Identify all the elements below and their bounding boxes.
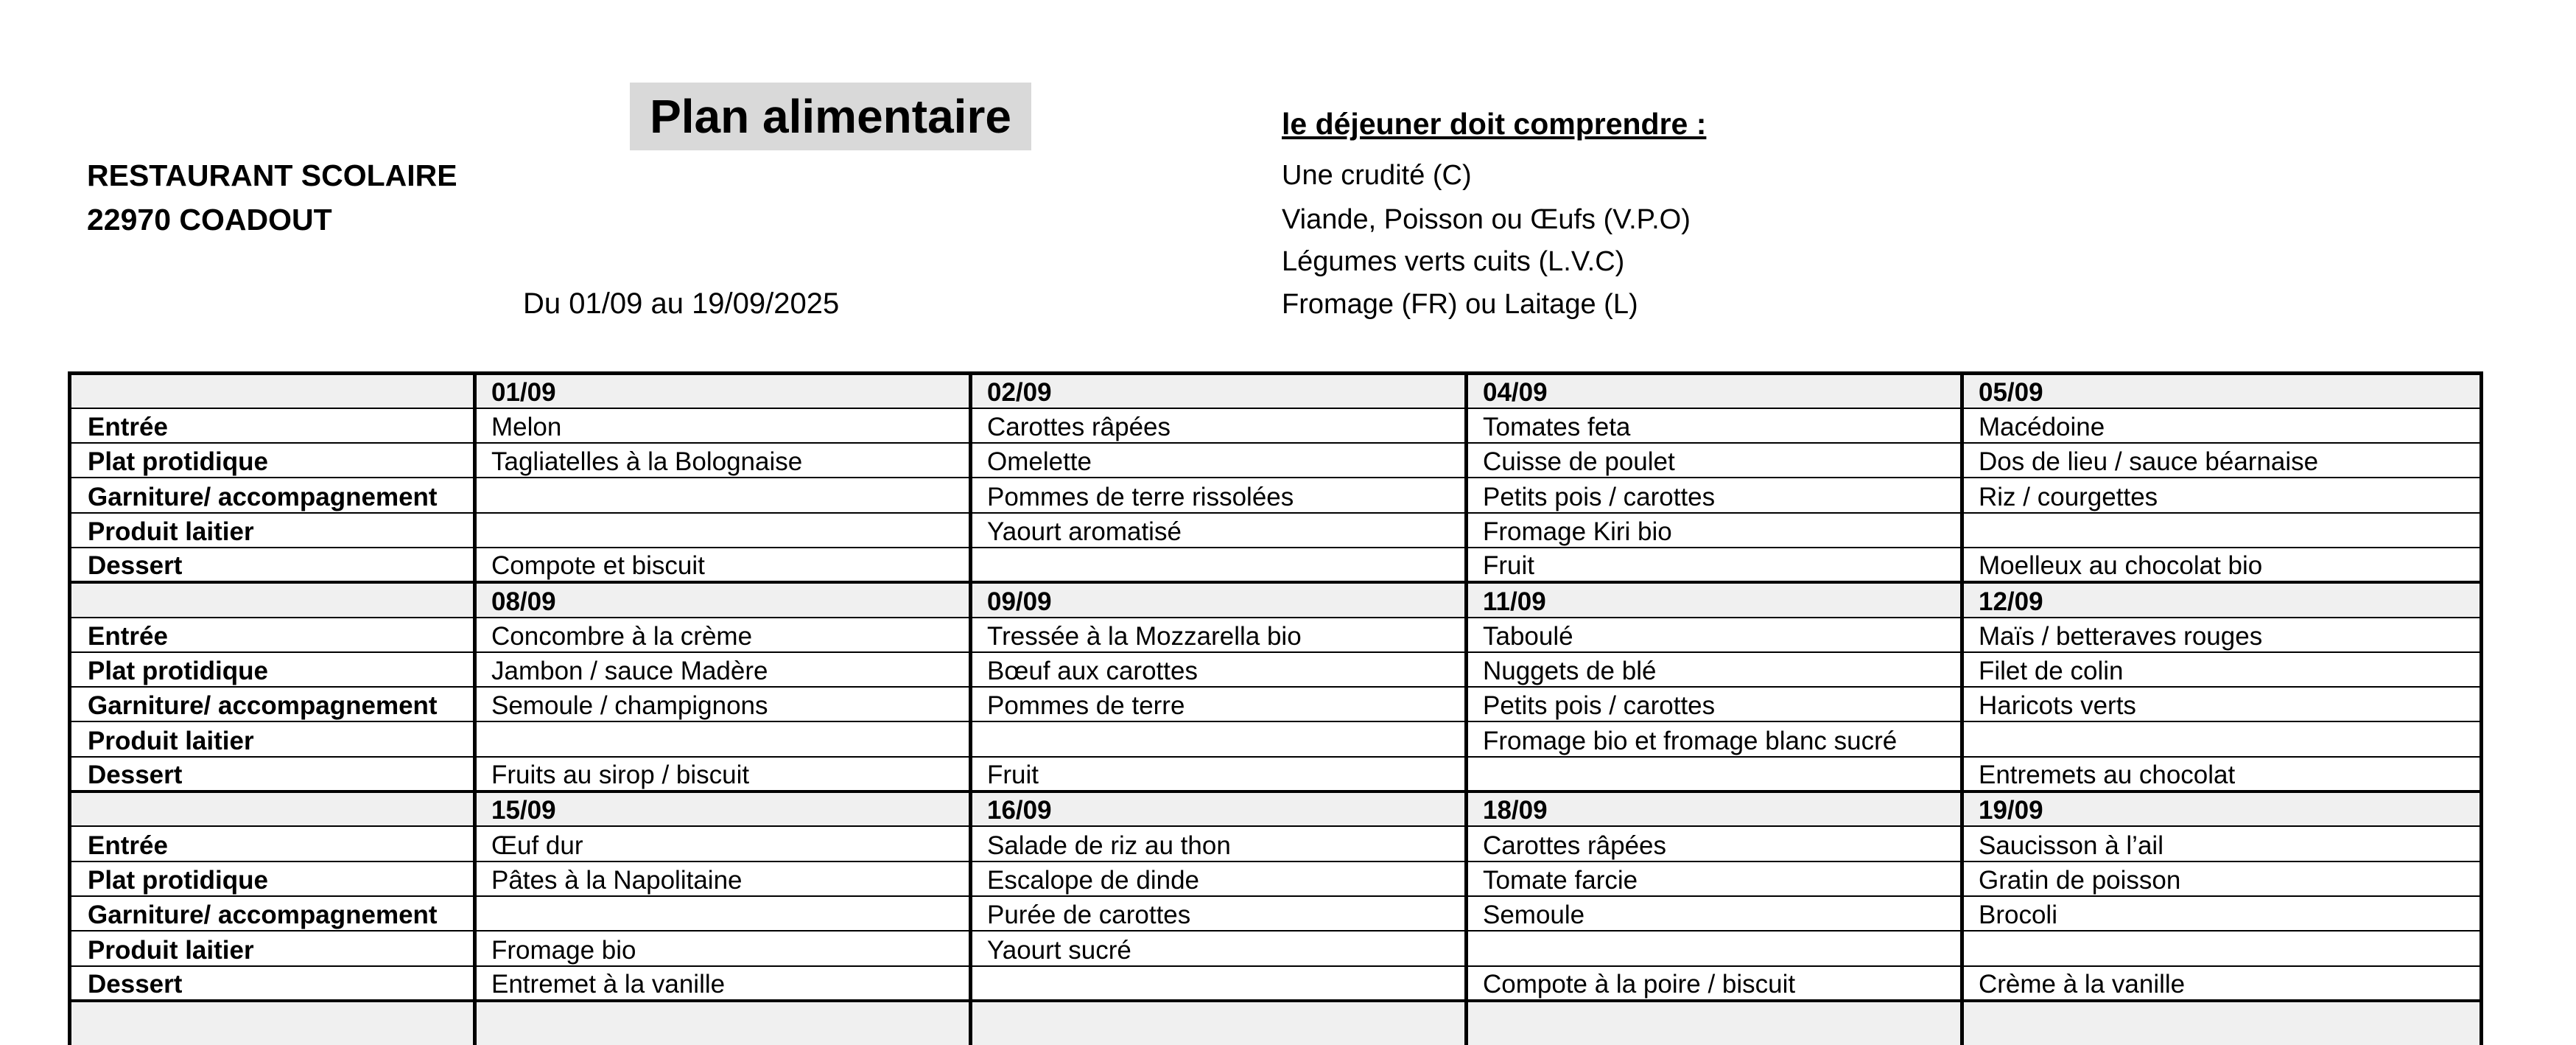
date-header: 15/09 (475, 791, 971, 826)
course-label: Plat protidique (70, 861, 475, 896)
menu-cell: Œuf dur (475, 826, 971, 861)
date-header: 05/09 (1962, 374, 2482, 408)
menu-row (70, 478, 2482, 512)
empty-cell (1962, 1001, 2482, 1045)
course-label: Dessert (70, 548, 475, 582)
menu-cell (971, 548, 1467, 582)
menu-cell: Pommes de terre (971, 687, 1467, 721)
course-label: Produit laitier (70, 513, 475, 548)
date-row (70, 582, 2482, 617)
menu-row (70, 408, 2482, 443)
menu-cell (1962, 513, 2482, 548)
requirement-item: Légumes verts cuits (L.V.C) (1282, 246, 1625, 277)
menu-cell: Salade de riz au thon (971, 826, 1467, 861)
menu-cell: Macédoine (1962, 408, 2482, 443)
date-header: 02/09 (971, 374, 1467, 408)
date-row (70, 791, 2482, 826)
menu-cell: Crème à la vanille (1962, 966, 2482, 1001)
menu-row (70, 721, 2482, 756)
requirement-item: Viande, Poisson ou Œufs (V.P.O) (1282, 204, 1691, 235)
menu-cell: Melon (475, 408, 971, 443)
menu-row (70, 826, 2482, 861)
course-label: Garniture/ accompagnement (70, 478, 475, 512)
menu-cell: Jambon / sauce Madère (475, 652, 971, 687)
menu-cell: Riz / courgettes (1962, 478, 2482, 512)
course-label: Garniture/ accompagnement (70, 896, 475, 931)
menu-row (70, 652, 2482, 687)
menu-cell: Filet de colin (1962, 652, 2482, 687)
menu-cell: Fruit (1467, 548, 1962, 582)
empty-cell (70, 1001, 475, 1045)
course-label: Plat protidique (70, 443, 475, 478)
menu-cell: Concombre à la crème (475, 618, 971, 652)
menu-cell: Tomate farcie (1467, 861, 1962, 896)
menu-cell: Fromage bio (475, 931, 971, 965)
menu-cell: Fruit (971, 757, 1467, 791)
menu-cell: Purée de carottes (971, 896, 1467, 931)
menu-cell: Bœuf aux carottes (971, 652, 1467, 687)
menu-cell (1962, 721, 2482, 756)
menu-cell: Brocoli (1962, 896, 2482, 931)
menu-cell: Cuisse de poulet (1467, 443, 1962, 478)
menu-row (70, 757, 2482, 791)
date-header: 11/09 (1467, 582, 1962, 617)
menu-row (70, 443, 2482, 478)
course-label: Entrée (70, 618, 475, 652)
menu-cell: Semoule / champignons (475, 687, 971, 721)
empty-cell (971, 1001, 1467, 1045)
date-header: 19/09 (1962, 791, 2482, 826)
restaurant-location: 22970 COADOUT (87, 203, 332, 237)
menu-cell: Taboulé (1467, 618, 1962, 652)
menu-cell: Yaourt sucré (971, 931, 1467, 965)
menu-cell (1962, 931, 2482, 965)
requirements-heading: le déjeuner doit comprendre : (1282, 107, 1707, 141)
menu-row (70, 931, 2482, 965)
course-label: Garniture/ accompagnement (70, 687, 475, 721)
date-header: 08/09 (475, 582, 971, 617)
page-title: Plan alimentaire (650, 90, 1011, 143)
menu-cell: Pommes de terre rissolées (971, 478, 1467, 512)
requirement-item: Une crudité (C) (1282, 160, 1472, 191)
menu-cell: Moelleux au chocolat bio (1962, 548, 2482, 582)
menu-cell: Semoule (1467, 896, 1962, 931)
menu-cell: Omelette (971, 443, 1467, 478)
menu-table (68, 371, 2483, 1045)
menu-cell (475, 896, 971, 931)
course-label: Plat protidique (70, 652, 475, 687)
menu-cell (475, 513, 971, 548)
course-label: Produit laitier (70, 721, 475, 756)
course-label: Entrée (70, 826, 475, 861)
empty-cell (1467, 1001, 1962, 1045)
menu-cell: Nuggets de blé (1467, 652, 1962, 687)
course-label: Entrée (70, 408, 475, 443)
menu-cell: Petits pois / carottes (1467, 478, 1962, 512)
menu-cell (971, 966, 1467, 1001)
menu-cell: Dos de lieu / sauce béarnaise (1962, 443, 2482, 478)
menu-row (70, 861, 2482, 896)
menu-table-body (70, 374, 2482, 1045)
date-row-label-cell (70, 791, 475, 826)
menu-cell: Saucisson à l’ail (1962, 826, 2482, 861)
menu-cell (475, 721, 971, 756)
menu-cell (1467, 757, 1962, 791)
date-header: 12/09 (1962, 582, 2482, 617)
menu-cell: Petits pois / carottes (1467, 687, 1962, 721)
period-label: Du 01/09 au 19/09/2025 (523, 287, 840, 320)
empty-cell (475, 1001, 971, 1045)
date-header: 16/09 (971, 791, 1467, 826)
date-row-label-cell (70, 582, 475, 617)
trailing-row (70, 1001, 2482, 1045)
menu-cell: Tressée à la Mozzarella bio (971, 618, 1467, 652)
menu-cell: Carottes râpées (971, 408, 1467, 443)
menu-cell: Escalope de dinde (971, 861, 1467, 896)
menu-row (70, 896, 2482, 931)
menu-cell: Tagliatelles à la Bolognaise (475, 443, 971, 478)
date-header: 01/09 (475, 374, 971, 408)
menu-row (70, 513, 2482, 548)
title-box (630, 83, 1031, 150)
date-header: 04/09 (1467, 374, 1962, 408)
menu-cell (475, 478, 971, 512)
menu-cell: Yaourt aromatisé (971, 513, 1467, 548)
requirement-item: Fromage (FR) ou Laitage (L) (1282, 289, 1638, 320)
date-row (70, 374, 2482, 408)
menu-cell: Fromage bio et fromage blanc sucré (1467, 721, 1962, 756)
menu-row (70, 687, 2482, 721)
menu-cell: Gratin de poisson (1962, 861, 2482, 896)
menu-cell: Tomates feta (1467, 408, 1962, 443)
course-label: Dessert (70, 757, 475, 791)
menu-cell: Entremets au chocolat (1962, 757, 2482, 791)
menu-cell: Entremet à la vanille (475, 966, 971, 1001)
menu-cell (1467, 931, 1962, 965)
course-label: Produit laitier (70, 931, 475, 965)
date-header: 18/09 (1467, 791, 1962, 826)
menu-cell (971, 721, 1467, 756)
menu-cell: Compote à la poire / biscuit (1467, 966, 1962, 1001)
menu-row (70, 966, 2482, 1001)
restaurant-name: RESTAURANT SCOLAIRE (87, 158, 457, 192)
date-row-label-cell (70, 374, 475, 408)
menu-cell: Fruits au sirop / biscuit (475, 757, 971, 791)
menu-cell: Compote et biscuit (475, 548, 971, 582)
menu-cell: Maïs / betteraves rouges (1962, 618, 2482, 652)
menu-cell: Fromage Kiri bio (1467, 513, 1962, 548)
date-header: 09/09 (971, 582, 1467, 617)
course-label: Dessert (70, 966, 475, 1001)
menu-row (70, 618, 2482, 652)
menu-cell: Pâtes à la Napolitaine (475, 861, 971, 896)
menu-cell: Carottes râpées (1467, 826, 1962, 861)
menu-cell: Haricots verts (1962, 687, 2482, 721)
menu-row (70, 548, 2482, 582)
